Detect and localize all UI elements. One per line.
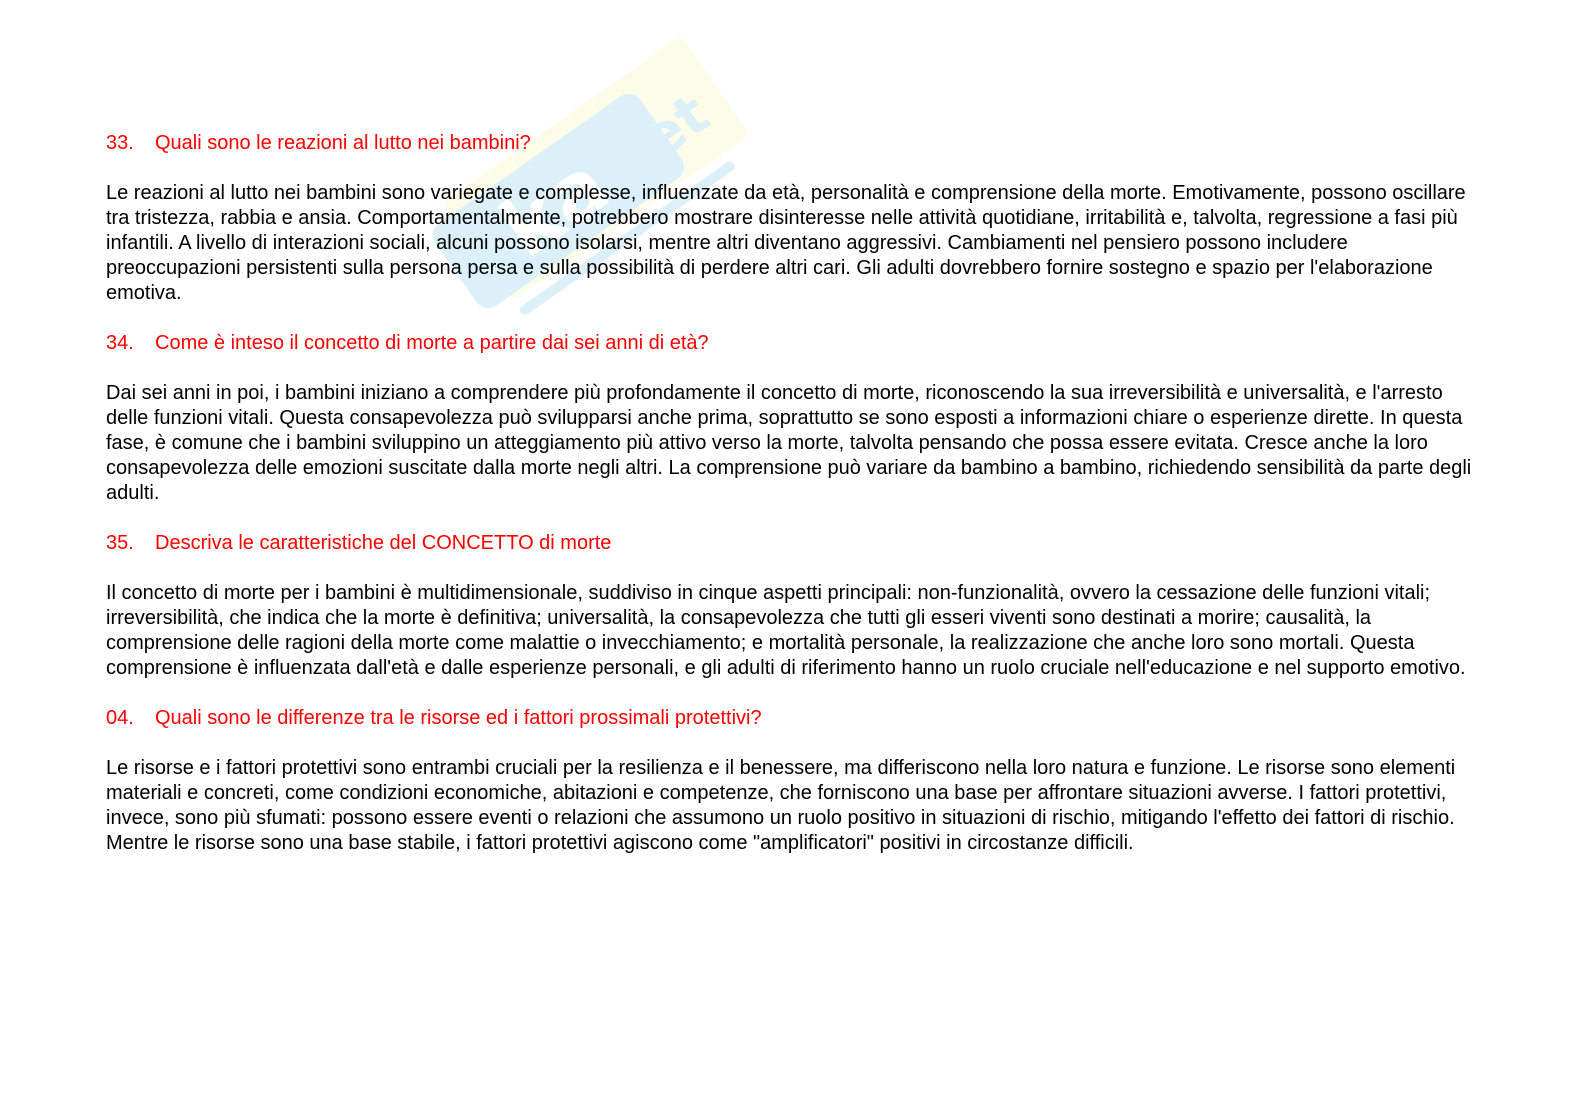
- answer-paragraph: Le risorse e i fattori protettivi sono entrambi cruciali per la resilienza e il benessere, ma differiscono nella loro natura e funzione. Le risorse sono elementi materiali e concreti, come condizioni economiche, abitazioni e competenze, che forniscono una base per affrontare situazioni avverse. I fattori protettivi, invece, sono più sfumati: possono essere eventi o relazioni che assumono un ruolo positivo in situazioni di rischio, mitigando l'effetto dei fattori di rischio. Mentre le risorse sono una base stabile, i fattori protettivi agiscono come "amplificatori" positivi in circostanze difficili.: [106, 757, 1456, 854]
- question-text: Quali sono le differenze tra le risorse ed i fattori prossimali protettivi?: [155, 707, 762, 729]
- answer-paragraph: Le reazioni al lutto nei bambini sono variegate e complesse, influenzate da età, personalità e comprensione della morte. Emotivamente, possono oscillare tra tristezza, rabbia e ansia. Comportamentalmente, potrebbero mostrare disinteresse nelle attività quotidiane, irritabilità e, talvolta, regressione a fasi più infantili. A livello di interazioni sociali, alcuni possono isolarsi, mentre altri diventano aggressivi. Cambiamenti nel pensiero possono includere preoccupazioni persistenti sulla persona persa e sulla possibilità di perdere altri cari. Gli adulti dovrebbero fornire sostegno e spazio per l'elaborazione emotiva.: [106, 182, 1466, 304]
- document-page: [106, 131, 1476, 881]
- answer-paragraph: Il concetto di morte per i bambini è multidimensionale, suddiviso in cinque aspetti principali: non-funzionalità, ovvero la cessazione delle funzioni vitali; irreversibilità, che indica che la morte è definitiva; universalità, la consapevolezza che tutti gli esseri viventi sono destinati a morire; causalità, la comprensione delle ragioni della morte come malattie o invecchiamento; e mortalità personale, la realizzazione che anche loro sono mortali. Questa comprensione è influenzata dall'età e dalle esperienze personali, e gli adulti di riferimento hanno un ruolo cruciale nell'educazione e nel supporto emotivo.: [106, 582, 1466, 679]
- question-number: 33.: [106, 132, 134, 154]
- question-number: 35.: [106, 532, 134, 554]
- question-number: 04.: [106, 707, 134, 729]
- qa-section-04: [106, 706, 1476, 856]
- question-text: Descriva le caratteristiche del CONCETTO di morte: [155, 532, 612, 554]
- question-heading: [106, 706, 1476, 731]
- question-heading: [106, 331, 1476, 356]
- question-text: Come è inteso il concetto di morte a partire dai sei anni di età?: [155, 332, 709, 354]
- svg-text:.net: .net: [580, 81, 721, 208]
- qa-section-34: [106, 331, 1476, 506]
- question-heading: [106, 131, 1476, 156]
- qa-section-33: [106, 131, 1476, 306]
- qa-section-35: [106, 531, 1476, 681]
- svg-text:ka: ka: [484, 137, 626, 276]
- question-text: Quali sono le reazioni al lutto nei bambini?: [155, 132, 531, 154]
- answer-paragraph: Dai sei anni in poi, i bambini iniziano a comprendere più profondamente il concetto di morte, riconoscendo la sua irreversibilità e universalità, e l'arresto delle funzioni vitali. Questa consapevolezza può svilupparsi anche prima, soprattutto se sono esposti a informazioni chiare o esperienze dirette. In questa fase, è comune che i bambini sviluppino un atteggiamento più attivo verso la morte, talvolta pensando che possa essere evitata. Cresce anche la loro consapevolezza delle emozioni suscitate dalla morte negli altri. La comprensione può variare da bambino a bambino, richiedendo sensibilità da parte degli adulti.: [106, 382, 1472, 504]
- question-number: 34.: [106, 332, 134, 354]
- question-heading: [106, 531, 1476, 556]
